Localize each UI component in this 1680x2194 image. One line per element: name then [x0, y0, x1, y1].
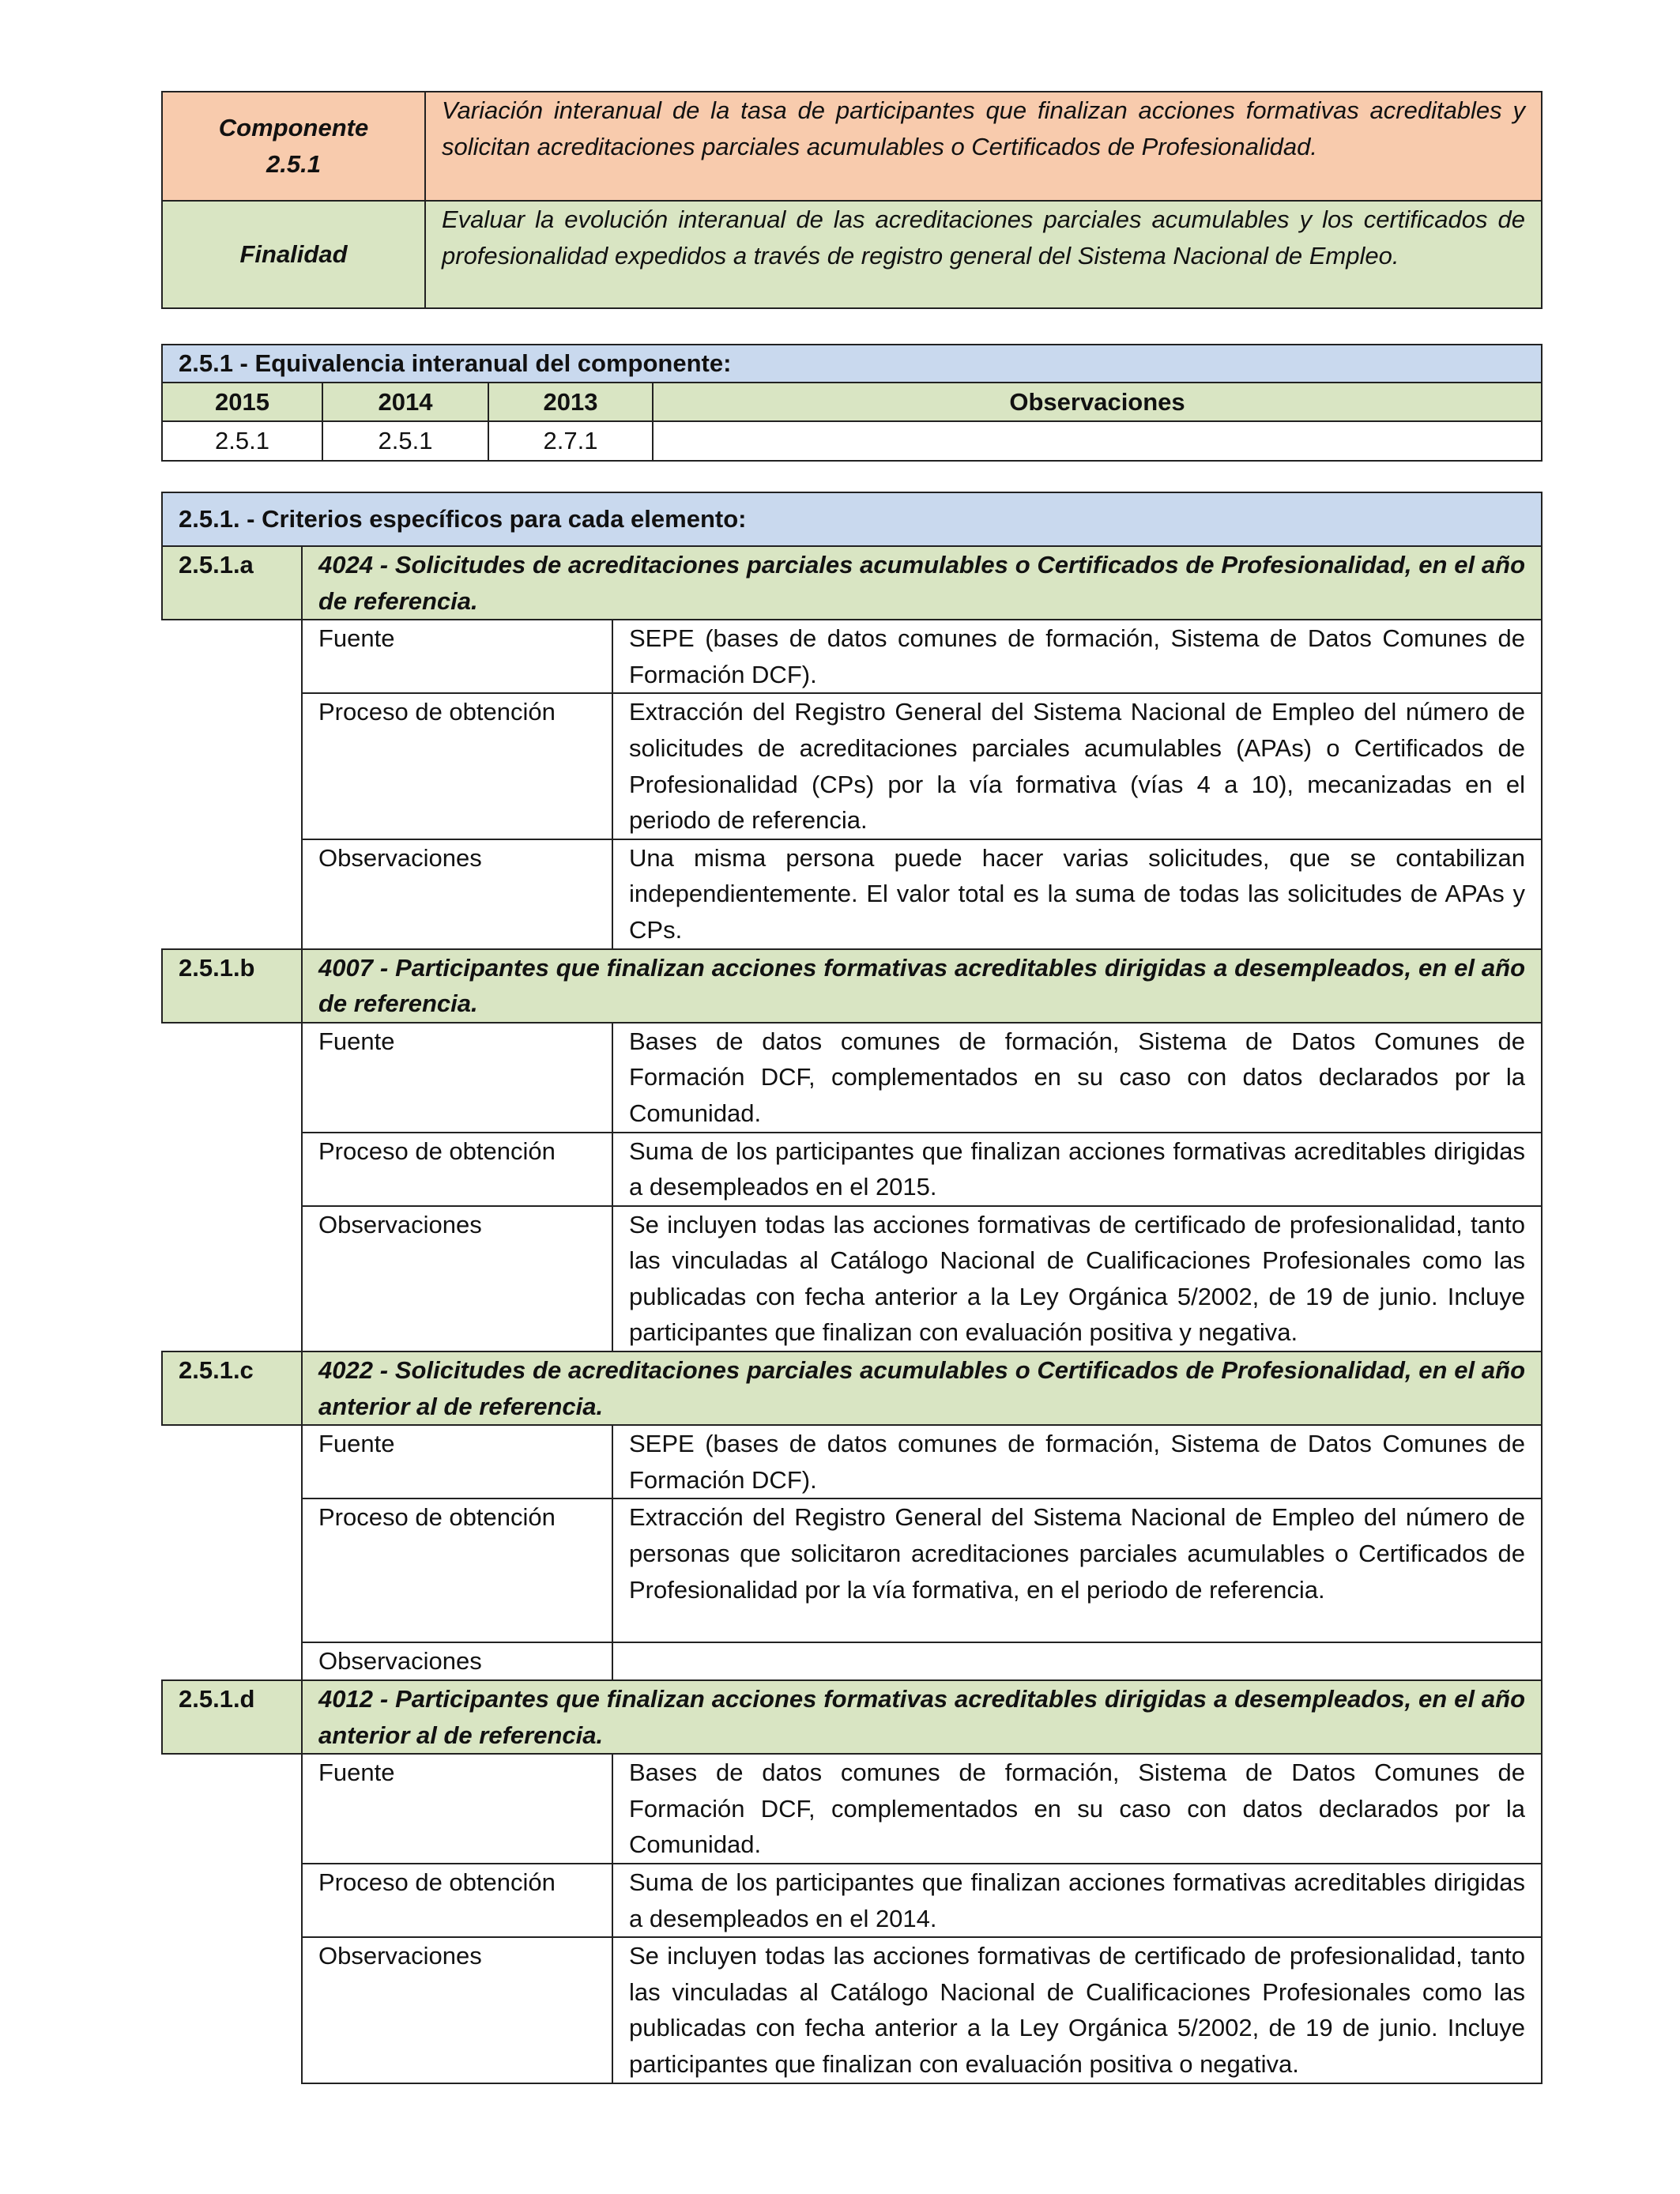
row-label: Fuente: [302, 620, 612, 693]
row-label: Proceso de obtención: [302, 1133, 612, 1206]
element-title: 4012 - Participantes que finalizan acciones formativas acreditables dirigidas a desempleados, en el año anterior al de referencia.: [302, 1680, 1542, 1754]
element-title: 4022 - Solicitudes de acreditaciones parciales acumulables o Certificados de Profesionalidad, en el año anterior al de referencia.: [302, 1351, 1542, 1425]
componente-cell: [162, 92, 425, 201]
row-label: Fuente: [302, 1425, 612, 1498]
value-2013: 2.7.1: [488, 421, 653, 461]
criterios-title: 2.5.1. - Criterios específicos para cada elemento:: [162, 492, 1542, 546]
value-2014: 2.5.1: [322, 421, 488, 461]
indent-spacer: [162, 1133, 302, 1206]
row-label: Observaciones: [302, 839, 612, 949]
element-code: 2.5.1.a: [162, 546, 302, 620]
element-title: 4007 - Participantes que finalizan acciones formativas acreditables dirigidas a desempleados, en el año de referencia.: [302, 949, 1542, 1023]
header-2014: 2014: [322, 383, 488, 422]
indent-spacer: [162, 1023, 302, 1133]
element-code: 2.5.1.b: [162, 949, 302, 1023]
componente-label: Componente: [218, 114, 369, 142]
indent-spacer: [162, 1425, 302, 1498]
row-label: Proceso de obtención: [302, 1498, 612, 1642]
row-value: Se incluyen todas las acciones formativas de certificado de profesionalidad, tanto las vinculadas al Catálogo Nacional de Cualificaciones Profesionales como las publicadas con fecha anterior a la Ley Orgánica 5/2002, de 19 de junio. Incluye participantes que finalizan con evaluación positiva o negativa.: [612, 1937, 1542, 2083]
element-title: 4024 - Solicitudes de acreditaciones parciales acumulables o Certificados de Profesionalidad, en el año de referencia.: [302, 546, 1542, 620]
componente-number: 2.5.1: [266, 150, 321, 178]
row-label: Proceso de obtención: [302, 1864, 612, 1937]
row-value: SEPE (bases de datos comunes de formación, Sistema de Datos Comunes de Formación DCF).: [612, 1425, 1542, 1498]
header-observaciones: Observaciones: [653, 383, 1542, 422]
component-header-table: [161, 91, 1543, 309]
row-value: Bases de datos comunes de formación, Sistema de Datos Comunes de Formación DCF, complementados en su caso con datos declarados por la Comunidad.: [612, 1023, 1542, 1133]
row-value: Una misma persona puede hacer varias solicitudes, que se contabilizan independientemente. El valor total es la suma de todas las solicitudes de APAs y CPs.: [612, 839, 1542, 949]
indent-spacer: [162, 1754, 302, 1864]
row-label: Fuente: [302, 1023, 612, 1133]
row-value: Suma de los participantes que finalizan acciones formativas acreditables dirigidas a desempleados en el 2015.: [612, 1133, 1542, 1206]
element-row-c: [162, 1351, 1542, 1425]
row-value: Bases de datos comunes de formación, Sistema de Datos Comunes de Formación DCF, complementados en su caso con datos declarados por la Comunidad.: [612, 1754, 1542, 1864]
header-2013: 2013: [488, 383, 653, 422]
header-2015: 2015: [162, 383, 322, 422]
element-code: 2.5.1.d: [162, 1680, 302, 1754]
value-2015: 2.5.1: [162, 421, 322, 461]
row-label: Proceso de obtención: [302, 693, 612, 839]
indent-spacer: [162, 839, 302, 949]
indent-spacer: [162, 620, 302, 693]
row-value: Se incluyen todas las acciones formativas de certificado de profesionalidad, tanto las vinculadas al Catálogo Nacional de Cualificaciones Profesionales como las publicadas con fecha anterior a la Ley Orgánica 5/2002, de 19 de junio. Incluye participantes que finalizan con evaluación positiva y negativa.: [612, 1206, 1542, 1351]
row-value: Suma de los participantes que finalizan acciones formativas acreditables dirigidas a desempleados en el 2014.: [612, 1864, 1542, 1937]
element-row-a: [162, 546, 1542, 620]
equivalencia-title: 2.5.1 - Equivalencia interanual del componente:: [162, 345, 1542, 383]
row-value: Extracción del Registro General del Sistema Nacional de Empleo del número de personas que solicitaron acreditaciones parciales acumulables o Certificados de Profesionalidad por la vía formativa, en el periodo de referencia.: [612, 1498, 1542, 1642]
row-label: Observaciones: [302, 1937, 612, 2083]
row-label: Fuente: [302, 1754, 612, 1864]
value-observaciones: [653, 421, 1542, 461]
element-row-b: [162, 949, 1542, 1023]
row-value: [612, 1642, 1542, 1680]
finalidad-label: Finalidad: [162, 201, 425, 308]
indent-spacer: [162, 1498, 302, 1642]
indent-spacer: [162, 1206, 302, 1351]
row-label: Observaciones: [302, 1642, 612, 1680]
equivalencia-table: [161, 344, 1543, 462]
indent-spacer: [162, 1937, 302, 2083]
indent-spacer: [162, 1642, 302, 1680]
row-value: Extracción del Registro General del Sistema Nacional de Empleo del número de solicitudes de acreditaciones parciales acumulables (APAs) o Certificados de Profesionalidad (CPs) por la vía formativa (vías 4 a 10), mecanizadas en el periodo de referencia.: [612, 693, 1542, 839]
componente-text: Variación interanual de la tasa de participantes que finalizan acciones formativas acreditables y solicitan acreditaciones parciales acumulables o Certificados de Profesionalidad.: [425, 92, 1542, 201]
indent-spacer: [162, 1864, 302, 1937]
row-label: Observaciones: [302, 1206, 612, 1351]
element-row-d: [162, 1680, 1542, 1754]
finalidad-text: Evaluar la evolución interanual de las acreditaciones parciales acumulables y los certificados de profesionalidad expedidos a través de registro general del Sistema Nacional de Empleo.: [425, 201, 1542, 308]
row-value: SEPE (bases de datos comunes de formación, Sistema de Datos Comunes de Formación DCF).: [612, 620, 1542, 693]
indent-spacer: [162, 693, 302, 839]
criterios-table: [161, 492, 1543, 2084]
element-code: 2.5.1.c: [162, 1351, 302, 1425]
